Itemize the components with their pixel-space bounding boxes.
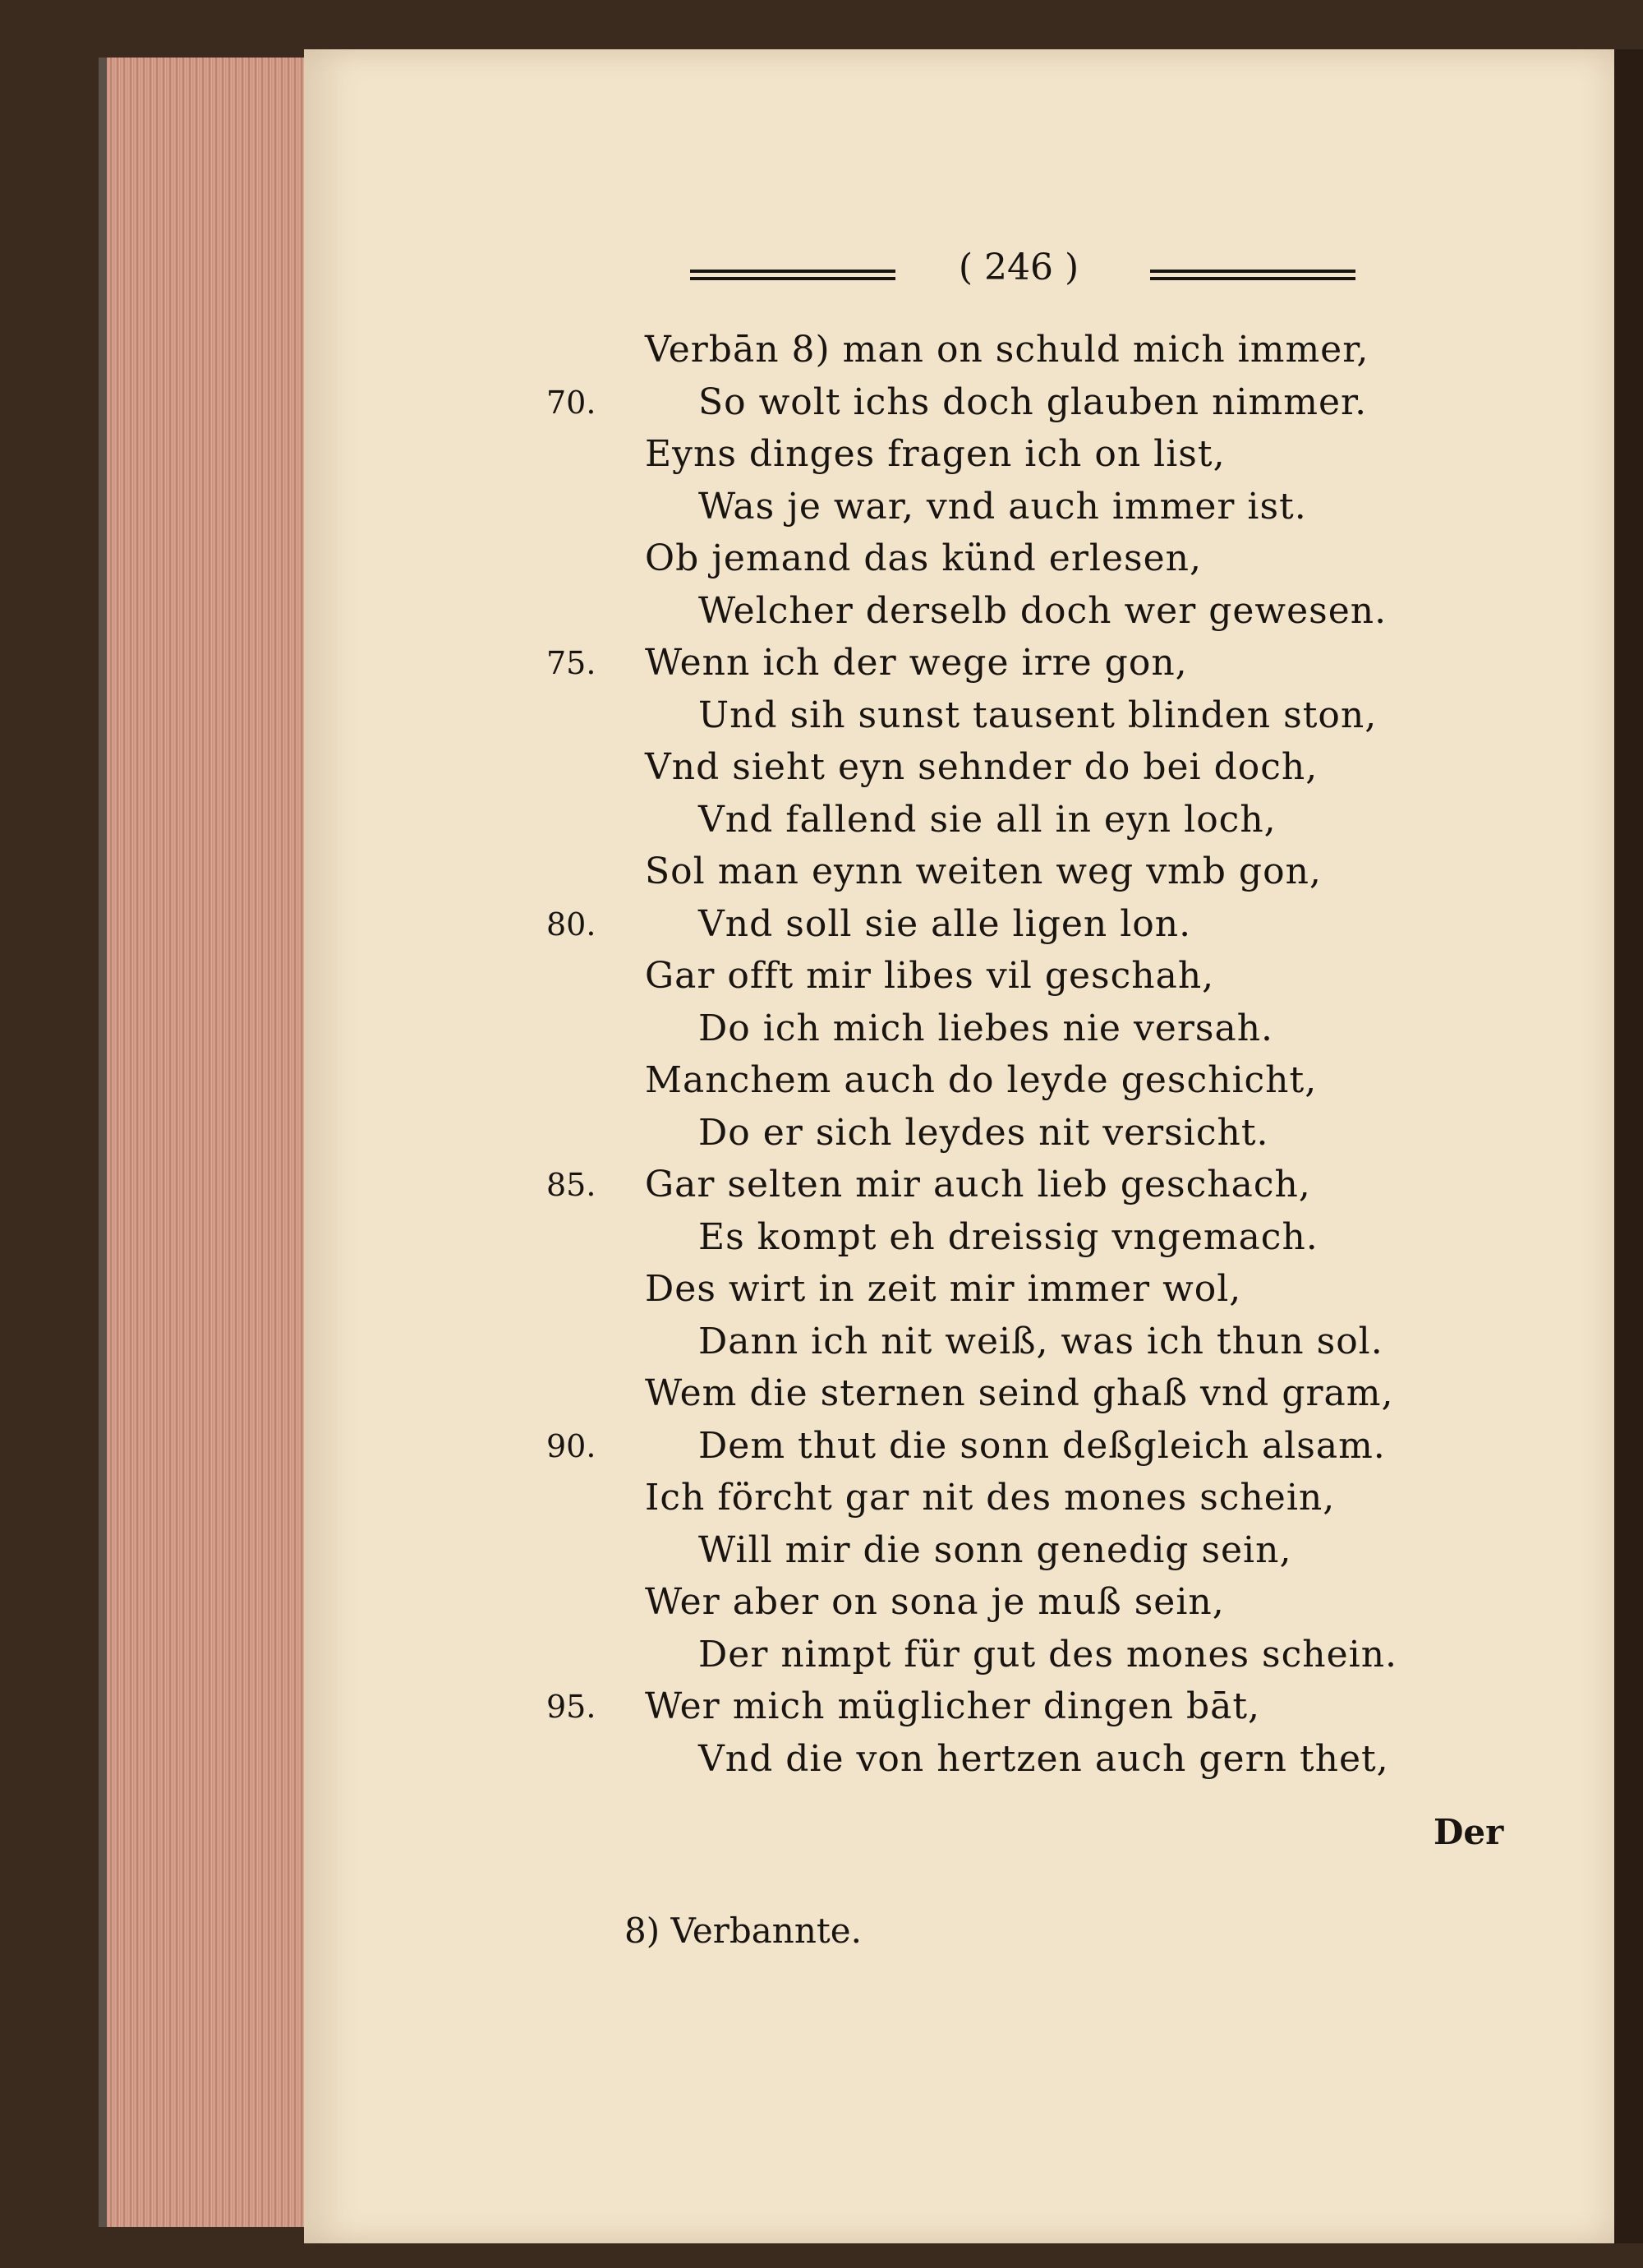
line-number: 70.	[546, 384, 596, 421]
poem-line: Wer mich müglicher dingen bāt,	[645, 1685, 1261, 1727]
poem-line: Vnd sieht eyn sehnder do bei doch,	[645, 746, 1319, 788]
poem-line: Und sih sunst tausent blinden ston,	[698, 694, 1378, 736]
catchword: Der	[1434, 1812, 1504, 1852]
poem-line: Will mir die sonn genedig sein,	[698, 1528, 1292, 1571]
poem-line: Gar offt mir libes vil geschah,	[645, 955, 1215, 997]
line-number: 85.	[546, 1167, 596, 1203]
line-number: 95.	[546, 1689, 596, 1725]
poem-line: Ob jemand das künd erlesen,	[645, 537, 1202, 579]
poem-line: Wenn ich der wege irre gon,	[645, 642, 1188, 684]
poem-line: Eyns dinges fragen ich on list,	[645, 433, 1226, 475]
poem-line: Ich förcht gar nit des mones schein,	[645, 1477, 1336, 1519]
poem-line: So wolt ichs doch glauben nimmer.	[698, 380, 1368, 423]
header-rule-right	[1150, 270, 1355, 281]
page-block-edge	[99, 58, 320, 2227]
poem-line: Do ich mich liebes nie versah.	[698, 1007, 1274, 1049]
page-header	[690, 247, 1347, 304]
line-number: 75.	[546, 645, 596, 681]
poem-line: Manchem auch do leyde geschicht,	[645, 1059, 1318, 1101]
poem-line: Vnd soll sie alle ligen lon.	[698, 902, 1192, 945]
footnote: 8) Verbannte.	[624, 1911, 862, 1951]
poem-line: Verbān 8) man on schuld mich immer,	[645, 329, 1369, 371]
poem-line: Gar selten mir auch lieb geschach,	[645, 1164, 1311, 1205]
poem-line: Dann ich nit weiß, was ich thun sol.	[698, 1320, 1383, 1362]
header-rule-left	[690, 270, 895, 281]
scan-background	[1614, 49, 1643, 2243]
line-number: 80.	[546, 906, 596, 943]
poem-line: Dem thut die sonn deßgleich alsam.	[698, 1424, 1386, 1467]
poem-line: Wer aber on sona je muß sein,	[645, 1581, 1225, 1623]
page-number: ( 246 )	[958, 247, 1079, 288]
poem-line: Sol man eynn weiten weg vmb gon,	[645, 850, 1322, 892]
poem-line: Der nimpt für gut des mones schein.	[698, 1633, 1398, 1676]
poem-line: Do er sich leydes nit versicht.	[698, 1111, 1269, 1154]
line-number: 90.	[546, 1427, 596, 1464]
poem-line: Vnd die von hertzen auch gern thet,	[698, 1737, 1389, 1780]
poem-line: Was je war, vnd auch immer ist.	[698, 485, 1307, 528]
poem-line: Es kompt eh dreissig vngemach.	[698, 1215, 1319, 1258]
poem-line: Des wirt in zeit mir immer wol,	[645, 1268, 1242, 1310]
poem-line: Welcher derselb doch wer gewesen.	[698, 589, 1388, 632]
poem-line: Vnd fallend sie all in eyn loch,	[698, 798, 1277, 841]
poem-line: Wem die sternen seind ghaß vnd gram,	[645, 1372, 1394, 1414]
